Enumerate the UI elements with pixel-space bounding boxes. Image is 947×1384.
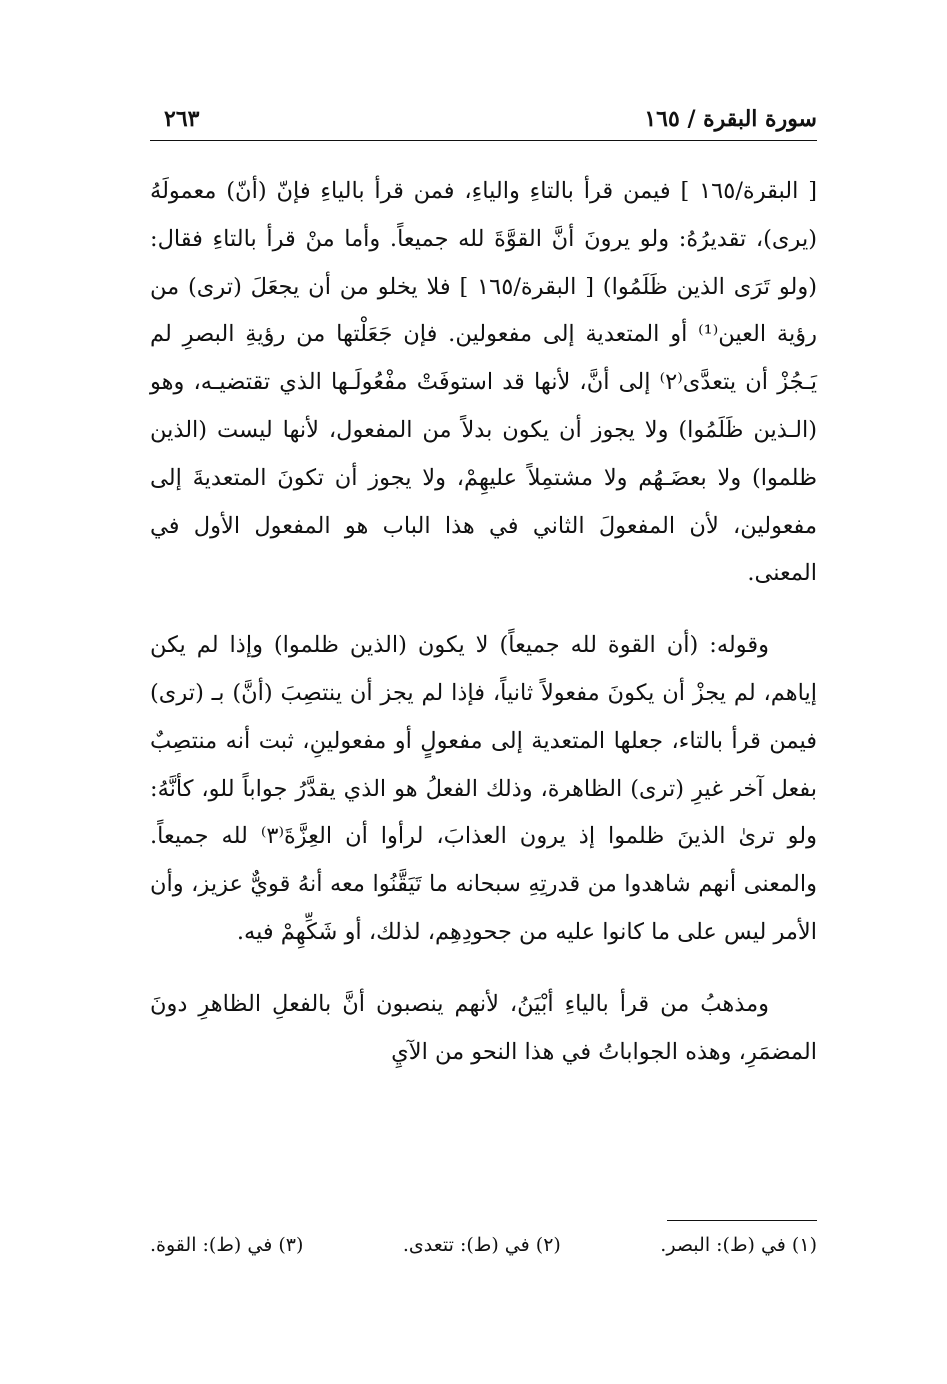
paragraph-1: [ البقرة/١٦٥ ] فيمن قرأ بالتاءِ والياءِ، فمن قرأ بالياءِ فإنّ (أنّ) معمولَهُ (يرى)، تقديرُهُ: ولو يرونَ أنَّ القوَّةَ لله جميعاً. وأما منْ قرأ بالتاءِ فقال: (ولو تَرَى الذين ظَلَمُوا) [ البقرة/١٦٥ ] فلا يخلو من أن يجعَلَ (ترى) من رؤية العين⁽¹⁾ أو المتعدية إلى مفعولين. فإن جَعَلْتها من رؤيةِ البصرِ لم يَـجُزْ أن يتعدَّى⁽٢⁾ إلى أنَّ، لأنها قد استوفَتْ مفْعُولَـها الذي تقتضيـه، وهو (الـذين ظَلَمُوا) ولا يجوز أن يكون بدلاً من المفعول، لأنها ليست (الذين ظلموا) ولا بعضَـهُم ولا مشتمِلاً عليهِمْ، ولا يجوز أن تكونَ المتعديةَ إلى مفعولين، لأن المفعولَ الثاني في هذا الباب هو المفعول الأول في المعنى. [150, 178, 817, 587]
page-header [150, 96, 817, 141]
paragraph-3: ومذهبُ من قرأ بالياءِ أبْيَنُ، لأنهم ينصبون أنَّ بالفعلِ الظاهرِ دونَ المضمَرِ، وهذه الجواباتُ في هذا النحو من الآيِ [150, 990, 817, 1065]
paragraph-2: وقوله: (أن القوة لله جميعاً) لا يكون (الذين ظلموا) وإذا لم يكن إياهم، لم يجزْ أن يكونَ مفعولاً ثانياً، فإذا لم يجز أن ينتصِبَ (أنَّ) بـ (ترى) فيمن قرأ بالتاء، جعلها المتعدية إلى مفعولٍ أو مفعولينِ، ثبت أنه منتصِبٌ بفعل آخر غيرِ (ترى) الظاهرة، وذلك الفعلُ هو الذي يقدَّرُ جواباً للو، كأنَّهُ: ولو ترىٰ الذينَ ظلموا إذ يرون العذابَ، لرأوا أن العِزَّةَ⁽٣⁾ لله جميعاً. والمعنى أنهم شاهدوا من قدرتِهِ سبحانه ما تَيَقَّنُوا معه أنهُ قويٌّ عزيز، وأن الأمر ليس على ما كانوا عليه من جحودِهِم، لذلك، أو شَكِّهِمْ فيه. [150, 632, 818, 945]
footnote-1: (١) في (ط): البصر. [660, 1234, 817, 1256]
page-body [150, 168, 817, 1100]
book-page [150, 96, 817, 1286]
page-number: ٢٦٣ [164, 106, 200, 132]
footnote-2: (٢) في (ط): تتعدى. [402, 1234, 561, 1256]
running-title: سورة البقرة / ١٦٥ [644, 106, 817, 132]
footnote-3: (٣) في (ط): القوة. [150, 1234, 304, 1256]
footnote-separator [667, 1220, 817, 1221]
footnotes [150, 1230, 817, 1260]
